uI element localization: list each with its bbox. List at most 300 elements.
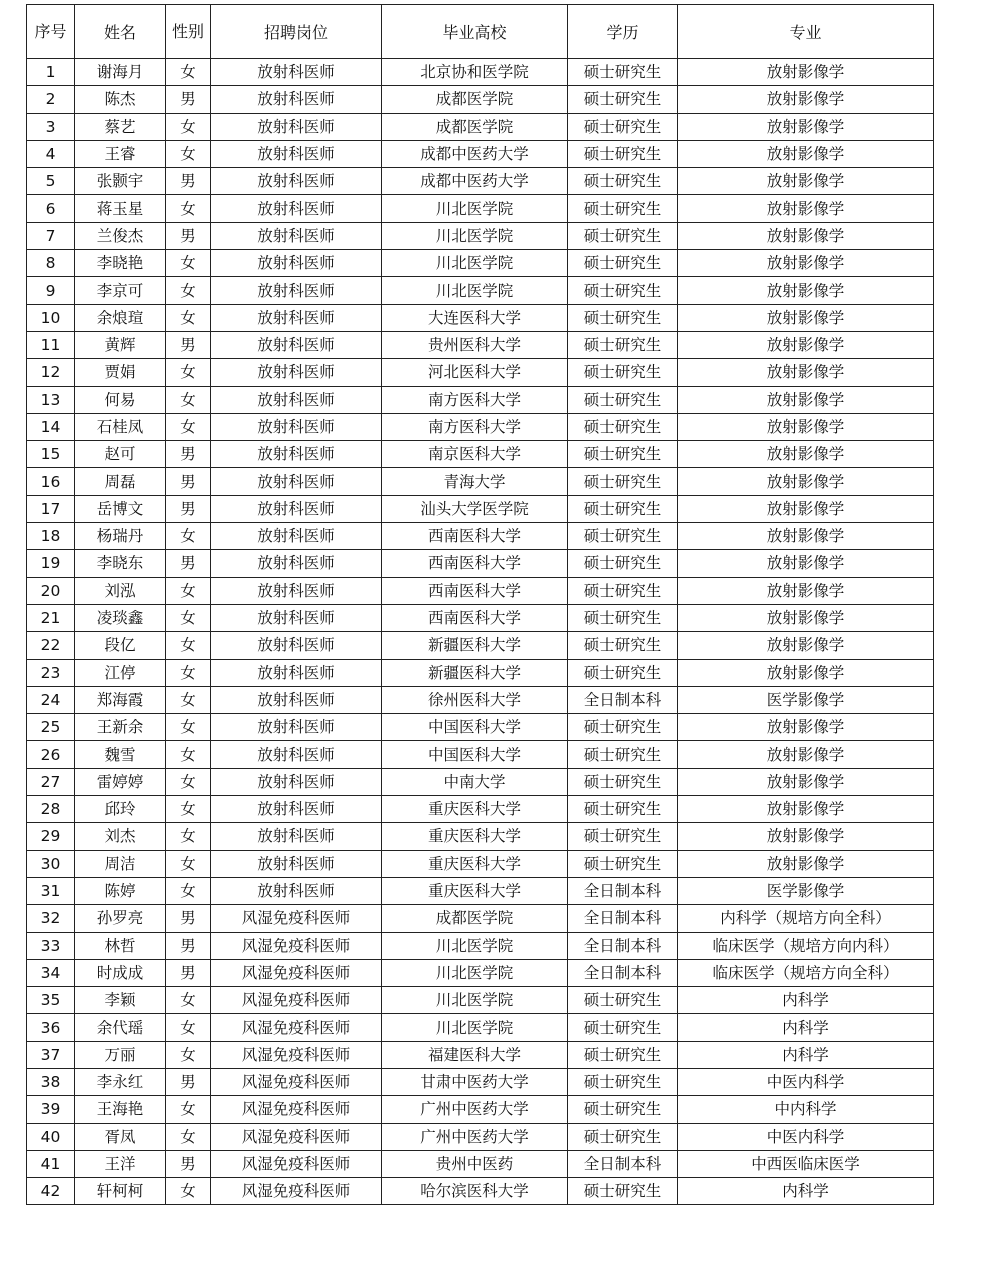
cell-index: 21 [27,604,75,631]
cell-name: 江停 [75,659,166,686]
cell-major: 内科学 [678,1041,934,1068]
cell-index: 35 [27,987,75,1014]
cell-gender: 女 [166,987,211,1014]
cell-index: 34 [27,959,75,986]
cell-major: 放射影像学 [678,250,934,277]
cell-name: 蒋玉星 [75,195,166,222]
cell-major: 放射影像学 [678,386,934,413]
header-university: 毕业高校 [382,5,568,59]
cell-index: 28 [27,796,75,823]
cell-degree: 全日制本科 [568,959,678,986]
cell-index: 17 [27,495,75,522]
cell-name: 谢海月 [75,59,166,86]
cell-index: 15 [27,441,75,468]
cell-position: 风湿免疫科医师 [211,905,382,932]
table-row [27,523,934,550]
cell-gender: 女 [166,195,211,222]
cell-degree: 硕士研究生 [568,577,678,604]
header-position: 招聘岗位 [211,5,382,59]
header-degree: 学历 [568,5,678,59]
table-row [27,441,934,468]
cell-position: 风湿免疫科医师 [211,1178,382,1205]
table-row [27,1178,934,1205]
cell-major: 临床医学（规培方向全科） [678,959,934,986]
cell-major: 放射影像学 [678,632,934,659]
cell-university: 南京医科大学 [382,441,568,468]
cell-name: 李晓艳 [75,250,166,277]
cell-gender: 男 [166,168,211,195]
cell-name: 黄辉 [75,331,166,358]
table-row [27,768,934,795]
table-row [27,250,934,277]
cell-gender: 女 [166,604,211,631]
cell-position: 放射科医师 [211,195,382,222]
table-row [27,959,934,986]
cell-index: 38 [27,1068,75,1095]
table-row [27,168,934,195]
cell-degree: 硕士研究生 [568,441,678,468]
cell-university: 重庆医科大学 [382,796,568,823]
cell-index: 37 [27,1041,75,1068]
table-row [27,577,934,604]
cell-position: 风湿免疫科医师 [211,1096,382,1123]
cell-name: 赵可 [75,441,166,468]
cell-position: 放射科医师 [211,140,382,167]
cell-degree: 硕士研究生 [568,304,678,331]
cell-index: 10 [27,304,75,331]
cell-university: 川北医学院 [382,195,568,222]
cell-gender: 男 [166,959,211,986]
cell-gender: 女 [166,59,211,86]
cell-index: 23 [27,659,75,686]
table-row [27,331,934,358]
cell-position: 放射科医师 [211,796,382,823]
cell-position: 放射科医师 [211,823,382,850]
cell-university: 中南大学 [382,768,568,795]
cell-major: 临床医学（规培方向内科） [678,932,934,959]
table-row [27,877,934,904]
cell-major: 中西医临床医学 [678,1150,934,1177]
cell-position: 风湿免疫科医师 [211,959,382,986]
cell-position: 风湿免疫科医师 [211,1041,382,1068]
cell-university: 重庆医科大学 [382,877,568,904]
cell-name: 魏雪 [75,741,166,768]
cell-university: 贵州医科大学 [382,331,568,358]
cell-name: 王海艳 [75,1096,166,1123]
cell-university: 重庆医科大学 [382,850,568,877]
cell-name: 胥凤 [75,1123,166,1150]
cell-gender: 女 [166,577,211,604]
cell-degree: 全日制本科 [568,905,678,932]
cell-gender: 女 [166,140,211,167]
cell-degree: 硕士研究生 [568,86,678,113]
cell-name: 郑海霞 [75,686,166,713]
cell-major: 放射影像学 [678,195,934,222]
cell-name: 凌琰鑫 [75,604,166,631]
cell-gender: 男 [166,222,211,249]
cell-university: 川北医学院 [382,987,568,1014]
cell-gender: 女 [166,386,211,413]
cell-position: 风湿免疫科医师 [211,932,382,959]
cell-gender: 男 [166,441,211,468]
cell-degree: 硕士研究生 [568,222,678,249]
cell-gender: 女 [166,877,211,904]
cell-major: 医学影像学 [678,877,934,904]
recruitment-table [26,4,934,1205]
cell-university: 河北医科大学 [382,359,568,386]
cell-university: 福建医科大学 [382,1041,568,1068]
cell-name: 李晓东 [75,550,166,577]
cell-gender: 女 [166,1014,211,1041]
cell-index: 5 [27,168,75,195]
cell-university: 川北医学院 [382,250,568,277]
cell-name: 岳博文 [75,495,166,522]
cell-gender: 男 [166,905,211,932]
cell-position: 放射科医师 [211,386,382,413]
cell-major: 中医内科学 [678,1123,934,1150]
cell-university: 新疆医科大学 [382,659,568,686]
table-row [27,222,934,249]
table-row [27,386,934,413]
cell-major: 放射影像学 [678,304,934,331]
cell-index: 4 [27,140,75,167]
cell-name: 时成成 [75,959,166,986]
cell-major: 内科学 [678,1014,934,1041]
cell-degree: 硕士研究生 [568,714,678,741]
table-row [27,741,934,768]
cell-index: 22 [27,632,75,659]
cell-index: 19 [27,550,75,577]
cell-degree: 硕士研究生 [568,168,678,195]
header-index: 序号 [27,5,75,59]
cell-name: 余烺瑄 [75,304,166,331]
cell-degree: 硕士研究生 [568,604,678,631]
cell-gender: 女 [166,686,211,713]
cell-index: 6 [27,195,75,222]
cell-degree: 硕士研究生 [568,796,678,823]
cell-degree: 硕士研究生 [568,850,678,877]
cell-index: 31 [27,877,75,904]
table-row [27,468,934,495]
cell-major: 放射影像学 [678,113,934,140]
table-row [27,1123,934,1150]
cell-position: 风湿免疫科医师 [211,987,382,1014]
cell-gender: 女 [166,714,211,741]
cell-index: 29 [27,823,75,850]
table-row [27,1096,934,1123]
cell-university: 徐州医科大学 [382,686,568,713]
cell-index: 14 [27,413,75,440]
cell-index: 9 [27,277,75,304]
cell-index: 36 [27,1014,75,1041]
cell-degree: 硕士研究生 [568,113,678,140]
cell-degree: 硕士研究生 [568,1178,678,1205]
cell-major: 中医内科学 [678,1068,934,1095]
cell-major: 放射影像学 [678,577,934,604]
cell-major: 放射影像学 [678,796,934,823]
cell-name: 孙罗亮 [75,905,166,932]
cell-university: 西南医科大学 [382,523,568,550]
cell-index: 24 [27,686,75,713]
cell-major: 放射影像学 [678,441,934,468]
cell-major: 内科学（规培方向全科） [678,905,934,932]
cell-degree: 硕士研究生 [568,250,678,277]
cell-position: 放射科医师 [211,523,382,550]
cell-position: 放射科医师 [211,659,382,686]
cell-university: 广州中医药大学 [382,1096,568,1123]
cell-gender: 男 [166,1150,211,1177]
cell-gender: 女 [166,250,211,277]
cell-name: 邱玲 [75,796,166,823]
cell-university: 南方医科大学 [382,386,568,413]
cell-gender: 女 [166,1041,211,1068]
cell-gender: 男 [166,495,211,522]
table-row [27,413,934,440]
table-row [27,1041,934,1068]
cell-degree: 硕士研究生 [568,987,678,1014]
cell-position: 风湿免疫科医师 [211,1150,382,1177]
table-row [27,277,934,304]
cell-major: 放射影像学 [678,823,934,850]
cell-position: 放射科医师 [211,441,382,468]
table-row [27,905,934,932]
cell-position: 放射科医师 [211,359,382,386]
cell-university: 重庆医科大学 [382,823,568,850]
header-gender: 性别 [166,5,211,59]
cell-major: 放射影像学 [678,850,934,877]
cell-name: 陈婷 [75,877,166,904]
cell-name: 王新余 [75,714,166,741]
table-row [27,195,934,222]
cell-position: 放射科医师 [211,59,382,86]
table-row [27,632,934,659]
cell-university: 西南医科大学 [382,577,568,604]
cell-position: 放射科医师 [211,413,382,440]
cell-major: 放射影像学 [678,604,934,631]
cell-degree: 硕士研究生 [568,359,678,386]
cell-university: 大连医科大学 [382,304,568,331]
cell-name: 李颖 [75,987,166,1014]
cell-position: 放射科医师 [211,714,382,741]
cell-position: 放射科医师 [211,632,382,659]
cell-position: 放射科医师 [211,577,382,604]
cell-gender: 女 [166,850,211,877]
cell-name: 雷婷婷 [75,768,166,795]
cell-gender: 女 [166,823,211,850]
recruitment-list-sheet [26,4,934,1205]
cell-index: 3 [27,113,75,140]
cell-gender: 女 [166,632,211,659]
cell-major: 放射影像学 [678,495,934,522]
cell-name: 张颢宇 [75,168,166,195]
cell-university: 成都医学院 [382,113,568,140]
cell-position: 放射科医师 [211,277,382,304]
cell-name: 万丽 [75,1041,166,1068]
cell-index: 30 [27,850,75,877]
cell-position: 风湿免疫科医师 [211,1068,382,1095]
cell-gender: 女 [166,1178,211,1205]
cell-index: 33 [27,932,75,959]
cell-position: 放射科医师 [211,222,382,249]
cell-gender: 男 [166,1068,211,1095]
cell-degree: 硕士研究生 [568,195,678,222]
cell-degree: 全日制本科 [568,1150,678,1177]
cell-gender: 男 [166,468,211,495]
cell-index: 40 [27,1123,75,1150]
table-row [27,686,934,713]
cell-major: 放射影像学 [678,523,934,550]
cell-degree: 硕士研究生 [568,277,678,304]
cell-university: 南方医科大学 [382,413,568,440]
header-major: 专业 [678,5,934,59]
cell-name: 蔡艺 [75,113,166,140]
table-row [27,86,934,113]
cell-gender: 女 [166,741,211,768]
cell-major: 放射影像学 [678,714,934,741]
cell-major: 放射影像学 [678,768,934,795]
cell-degree: 硕士研究生 [568,1123,678,1150]
cell-university: 川北医学院 [382,1014,568,1041]
cell-index: 20 [27,577,75,604]
cell-index: 41 [27,1150,75,1177]
cell-index: 7 [27,222,75,249]
cell-major: 放射影像学 [678,413,934,440]
cell-degree: 硕士研究生 [568,413,678,440]
cell-index: 12 [27,359,75,386]
cell-gender: 女 [166,796,211,823]
cell-position: 放射科医师 [211,86,382,113]
cell-position: 风湿免疫科医师 [211,1123,382,1150]
cell-name: 兰俊杰 [75,222,166,249]
cell-university: 汕头大学医学院 [382,495,568,522]
cell-name: 王洋 [75,1150,166,1177]
cell-major: 放射影像学 [678,359,934,386]
cell-university: 青海大学 [382,468,568,495]
cell-university: 广州中医药大学 [382,1123,568,1150]
cell-gender: 女 [166,1123,211,1150]
table-row [27,796,934,823]
table-row [27,823,934,850]
table-row [27,140,934,167]
cell-degree: 硕士研究生 [568,1014,678,1041]
cell-index: 25 [27,714,75,741]
table-row [27,987,934,1014]
table-row [27,932,934,959]
table-row [27,1150,934,1177]
cell-index: 39 [27,1096,75,1123]
cell-major: 放射影像学 [678,659,934,686]
cell-university: 川北医学院 [382,222,568,249]
cell-university: 川北医学院 [382,932,568,959]
cell-gender: 女 [166,113,211,140]
cell-university: 成都医学院 [382,905,568,932]
cell-name: 刘杰 [75,823,166,850]
cell-gender: 男 [166,86,211,113]
cell-degree: 硕士研究生 [568,523,678,550]
header-name: 姓名 [75,5,166,59]
cell-position: 放射科医师 [211,768,382,795]
cell-index: 42 [27,1178,75,1205]
cell-university: 成都中医药大学 [382,168,568,195]
cell-gender: 女 [166,413,211,440]
cell-position: 放射科医师 [211,168,382,195]
table-row [27,850,934,877]
cell-degree: 硕士研究生 [568,768,678,795]
cell-major: 放射影像学 [678,222,934,249]
table-header [27,5,934,59]
cell-university: 川北医学院 [382,959,568,986]
cell-degree: 硕士研究生 [568,140,678,167]
cell-position: 放射科医师 [211,113,382,140]
cell-major: 内科学 [678,987,934,1014]
cell-major: 中内科学 [678,1096,934,1123]
cell-position: 风湿免疫科医师 [211,1014,382,1041]
cell-index: 26 [27,741,75,768]
cell-university: 中国医科大学 [382,741,568,768]
cell-index: 11 [27,331,75,358]
table-row [27,359,934,386]
cell-gender: 女 [166,304,211,331]
cell-degree: 硕士研究生 [568,550,678,577]
table-row [27,304,934,331]
cell-name: 余代瑶 [75,1014,166,1041]
table-row [27,1068,934,1095]
cell-university: 甘肃中医药大学 [382,1068,568,1095]
cell-major: 放射影像学 [678,331,934,358]
cell-university: 哈尔滨医科大学 [382,1178,568,1205]
cell-degree: 硕士研究生 [568,331,678,358]
cell-degree: 全日制本科 [568,686,678,713]
cell-name: 周洁 [75,850,166,877]
cell-index: 16 [27,468,75,495]
cell-degree: 硕士研究生 [568,1041,678,1068]
cell-name: 石桂凤 [75,413,166,440]
cell-name: 陈杰 [75,86,166,113]
cell-major: 内科学 [678,1178,934,1205]
cell-position: 放射科医师 [211,495,382,522]
cell-name: 刘泓 [75,577,166,604]
cell-position: 放射科医师 [211,468,382,495]
cell-degree: 硕士研究生 [568,386,678,413]
cell-degree: 硕士研究生 [568,659,678,686]
cell-major: 放射影像学 [678,140,934,167]
cell-position: 放射科医师 [211,331,382,358]
cell-index: 27 [27,768,75,795]
cell-major: 医学影像学 [678,686,934,713]
cell-degree: 硕士研究生 [568,468,678,495]
cell-position: 放射科医师 [211,304,382,331]
cell-index: 13 [27,386,75,413]
cell-university: 成都医学院 [382,86,568,113]
table-row [27,113,934,140]
cell-name: 王睿 [75,140,166,167]
cell-index: 18 [27,523,75,550]
cell-gender: 男 [166,331,211,358]
cell-name: 杨瑞丹 [75,523,166,550]
cell-name: 李永红 [75,1068,166,1095]
cell-gender: 女 [166,523,211,550]
table-body [27,59,934,1205]
cell-name: 李京可 [75,277,166,304]
cell-university: 川北医学院 [382,277,568,304]
cell-gender: 男 [166,932,211,959]
cell-degree: 硕士研究生 [568,823,678,850]
cell-gender: 男 [166,550,211,577]
cell-gender: 女 [166,768,211,795]
cell-position: 放射科医师 [211,604,382,631]
cell-name: 段亿 [75,632,166,659]
cell-degree: 硕士研究生 [568,1068,678,1095]
